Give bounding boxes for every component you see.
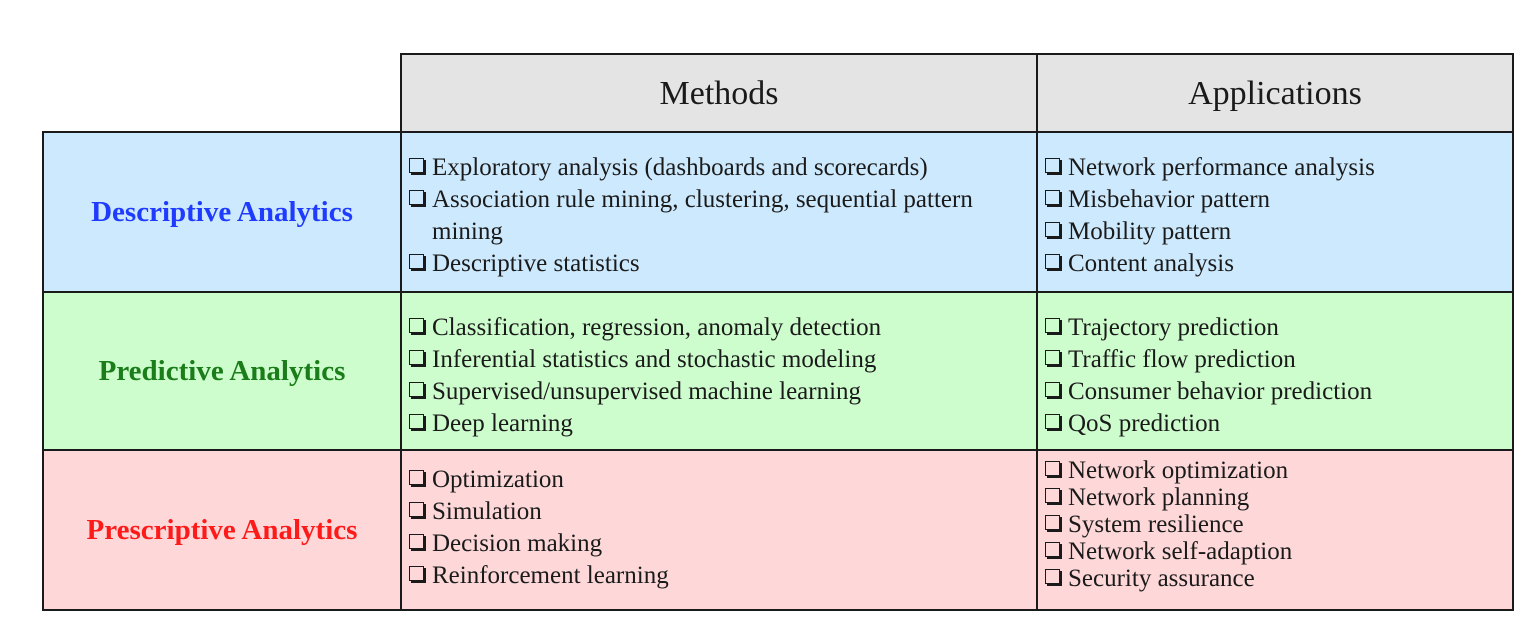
descriptive-applications-list xyxy=(1045,152,1512,280)
checkbox-icon xyxy=(1045,350,1060,365)
checkbox-icon xyxy=(409,414,424,429)
checkbox-icon xyxy=(409,502,424,517)
analytics-table xyxy=(42,53,1514,611)
checkbox-icon xyxy=(1045,488,1060,503)
predictive-applications-cell xyxy=(1038,293,1514,451)
list-item: Network optimization xyxy=(1045,457,1512,484)
checkbox-icon xyxy=(409,382,424,397)
list-item: Supervised/unsupervised machine learning xyxy=(409,376,1036,408)
list-item: Reinforcement learning xyxy=(409,560,1036,592)
row-label-predictive: Predictive Analytics xyxy=(42,293,402,451)
checkbox-icon xyxy=(409,190,424,205)
list-item: Misbehavior pattern xyxy=(1045,184,1512,216)
list-item: Deep learning xyxy=(409,408,1036,440)
checkbox-icon xyxy=(1045,515,1060,530)
checkbox-icon xyxy=(1045,542,1060,557)
applications-column-header: Applications xyxy=(1038,53,1514,133)
descriptive-applications-cell xyxy=(1038,133,1514,293)
checkbox-icon xyxy=(1045,382,1060,397)
row-label-descriptive: Descriptive Analytics xyxy=(42,133,402,293)
list-item: Descriptive statistics xyxy=(409,248,1036,280)
checkbox-icon xyxy=(1045,190,1060,205)
checkbox-icon xyxy=(1045,414,1060,429)
predictive-methods-list xyxy=(409,312,1036,440)
list-item: Security assurance xyxy=(1045,565,1512,592)
checkbox-icon xyxy=(1045,222,1060,237)
checkbox-icon xyxy=(409,158,424,173)
list-item: Simulation xyxy=(409,496,1036,528)
prescriptive-applications-cell xyxy=(1038,451,1514,611)
list-item: Consumer behavior prediction xyxy=(1045,376,1512,408)
checkbox-icon xyxy=(409,566,424,581)
methods-column-header: Methods xyxy=(402,53,1038,133)
row-label-prescriptive: Prescriptive Analytics xyxy=(42,451,402,611)
checkbox-icon xyxy=(1045,318,1060,333)
predictive-applications-list xyxy=(1045,312,1512,440)
list-item: Network self-adaption xyxy=(1045,538,1512,565)
list-item: Optimization xyxy=(409,464,1036,496)
checkbox-icon xyxy=(1045,569,1060,584)
descriptive-methods-list xyxy=(409,152,1036,280)
list-item: Mobility pattern xyxy=(1045,216,1512,248)
checkbox-icon xyxy=(1045,158,1060,173)
checkbox-icon xyxy=(1045,461,1060,476)
predictive-methods-cell xyxy=(402,293,1038,451)
list-item: Classification, regression, anomaly detection xyxy=(409,312,1036,344)
prescriptive-methods-list xyxy=(409,464,1036,592)
list-item: Inferential statistics and stochastic modeling xyxy=(409,344,1036,376)
checkbox-icon xyxy=(1045,254,1060,269)
checkbox-icon xyxy=(409,254,424,269)
list-item: Trajectory prediction xyxy=(1045,312,1512,344)
descriptive-methods-cell xyxy=(402,133,1038,293)
checkbox-icon xyxy=(409,318,424,333)
list-item: Network performance analysis xyxy=(1045,152,1512,184)
list-item: Traffic flow prediction xyxy=(1045,344,1512,376)
list-item: Network planning xyxy=(1045,484,1512,511)
list-item: Association rule mining, clustering, sequential pattern mining xyxy=(409,184,1036,248)
list-item: Decision making xyxy=(409,528,1036,560)
checkbox-icon xyxy=(409,534,424,549)
list-item: System resilience xyxy=(1045,511,1512,538)
prescriptive-methods-cell xyxy=(402,451,1038,611)
table-corner-empty xyxy=(42,53,402,133)
list-item: Exploratory analysis (dashboards and scorecards) xyxy=(409,152,1036,184)
list-item: QoS prediction xyxy=(1045,408,1512,440)
checkbox-icon xyxy=(409,350,424,365)
prescriptive-applications-list xyxy=(1045,457,1512,592)
list-item: Content analysis xyxy=(1045,248,1512,280)
checkbox-icon xyxy=(409,470,424,485)
